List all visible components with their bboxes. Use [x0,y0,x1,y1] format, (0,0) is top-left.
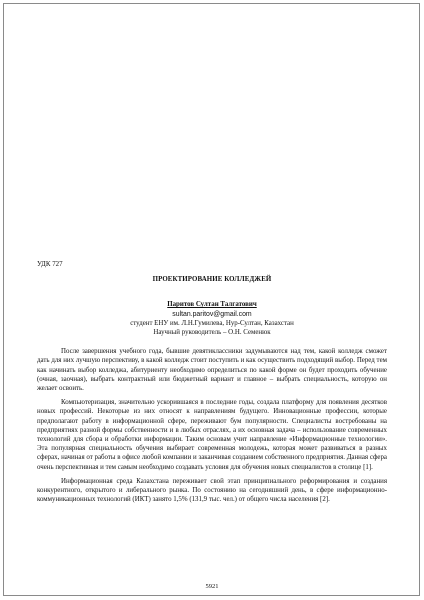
page-number: 5921 [205,583,219,590]
author-affiliation: студент ЕНУ им. Л.Н.Гумилева, Нур-Султан, Казахстан [130,319,294,327]
paragraph-3: Информационная среда Казахстана переживает свой этап принципиального реформирования и создания конкурентного, открытого и либерального рынка. По состоянию на сегодняшний день, в сфере информационно-коммуникационных технологий (ИКТ) занято 1,5% (131,9 тыс. чел.) от общего числа населения [2]. [37,477,387,504]
article-title: ПРОЕКТИРОВАНИЕ КОЛЛЕДЖЕЙ [152,276,272,284]
author-name: Паритов Султан Талгатович [167,301,257,309]
paragraph-2: Компьютеризация, значительно ускорившаяся в последние годы, создала платформу для появления десятков новых профессий. Некоторые из них относят к направлениям будущего. Инновационные профессии, которые предполагают работу в информационной сфере, переживают бум популярности. Специалисты востребованы на предприятиях разной формы собственности и в любых отраслях, а их основная задача – использование современных технологий для сбора и обработки информации. Таким основам учит направление «Информационные технологии». Эта популярная специальность обучения выбирает современная молодежь, которая может развиваться в разных сферах, начиная от работы в офисе любой компании и заканчивая созданием собственного предприятия. Данная сфера очень перспективная и тем самым необходимо создавать условия для обучения новых специалистов в столице [1]. [37,399,387,471]
scientific-supervisor: Научный руководитель – О.Н. Семенюк [153,329,271,337]
author-email: sultan.paritov@gmail.com [172,310,252,318]
article-body [37,260,387,509]
udk-code: УДК 727 [37,261,63,268]
paragraph-1: После завершения учебного года, бывшие девятиклассники задумываются над тем, какой колледж сможет дать для них лучшую перспективу, в какой колледж стоит поступить и как осуществить подходящий выбор. Перед тем как начинать выбор колледжа, абитуриенту необходимо определиться по какой форме он будет проходить обучение (очная, заочная), выбрать контрактный или бюджетный вариант и главное – выбрать специальность, которую он желает освоить. [37,348,387,393]
